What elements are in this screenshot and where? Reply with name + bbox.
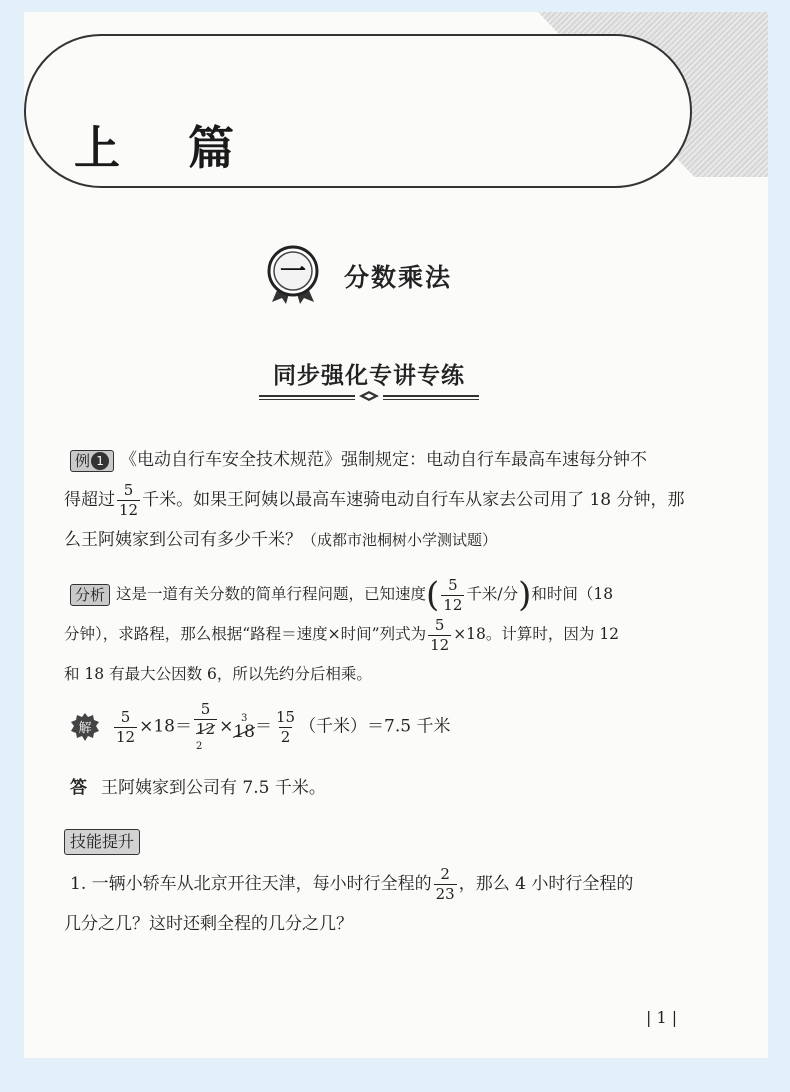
answer-label: 答: [70, 778, 87, 798]
numerator: 15: [275, 707, 296, 726]
numerator: 2: [440, 865, 450, 883]
denominator: 2: [280, 727, 291, 746]
times-18: ×18＝: [139, 716, 192, 737]
fraction: [117, 483, 140, 518]
numerator: 5: [200, 700, 211, 718]
solution-badge-icon: [70, 712, 100, 742]
analysis-text-1a: 这是一道有关分数的简单行程问题，已知速度: [116, 585, 427, 603]
equals-sign: ＝: [254, 716, 272, 737]
unit-title: 分数乘法: [344, 263, 453, 292]
denominator: 12: [195, 720, 216, 738]
example-text-2a: 得超过: [64, 490, 115, 510]
reduced-top: 3: [240, 712, 248, 724]
section-title: 上篇: [74, 121, 302, 175]
q1-text-c: 几分之几？这时还剩全程的几分之几？: [64, 914, 353, 934]
example-text-2b: 千米。如果王阿姨以最高车速骑电动自行车从家去公司用了 18 分钟，那: [142, 490, 685, 510]
eighteen: 18: [233, 721, 255, 742]
analysis-tag: 分析: [70, 584, 110, 606]
example-tag: [70, 450, 114, 472]
denominator: 12: [119, 501, 139, 519]
denominator: 12: [443, 595, 463, 614]
answer-text: 王阿姨家到公司有 7.5 千米。: [101, 778, 326, 798]
denominator: 12: [430, 635, 450, 654]
numerator: 5: [123, 481, 134, 499]
times-sign: ×: [219, 716, 234, 737]
page-number: | 1 |: [646, 1008, 678, 1027]
q1-text-a: 1. 一辆小轿车从北京开往天津，每小时行全程的: [70, 874, 432, 894]
reduced-bottom: 2: [195, 741, 203, 752]
answer: [64, 768, 704, 808]
example-source: （成都市池桐树小学测试题）: [302, 531, 498, 549]
cancelled-18: [233, 714, 255, 741]
unit-number: 一: [279, 257, 307, 287]
example-1: [64, 440, 704, 560]
denominator: 23: [435, 885, 455, 903]
denominator-wrap: [194, 719, 217, 752]
speed-unit: 千米/分: [466, 585, 519, 603]
paren-open: (: [426, 575, 440, 615]
diamond-ornament-icon: [359, 391, 379, 401]
banner-title: 同步强化专讲专练: [273, 363, 465, 389]
analysis-text-2a: 分钟），求路程，那么根据“路程＝速度×时间”列式为: [64, 625, 427, 643]
analysis: [64, 574, 704, 694]
solution: [64, 702, 704, 752]
solution-result: （千米）＝7.5 千米: [299, 716, 451, 737]
fraction: [428, 615, 451, 654]
example-text-3: 么王阿姨家到公司有多少千米？: [64, 530, 302, 550]
numerator: 5: [120, 707, 131, 726]
example-label: 例: [75, 451, 91, 470]
solution-label: 解: [78, 721, 92, 736]
banner-rule-left-thin: [259, 399, 355, 400]
banner-rule-right-thin: [383, 399, 479, 400]
fraction: [114, 707, 137, 746]
q1-text-b: ，那么 4 小时行全程的: [458, 874, 634, 894]
banner-rule-left: [259, 395, 355, 397]
fraction: [274, 707, 297, 746]
paren-close: ): [518, 575, 532, 615]
skill-question-1: [64, 864, 704, 944]
analysis-text-3: 和 18 有最大公因数 6，所以先约分后相乘。: [64, 665, 372, 683]
banner-rule-right: [383, 395, 479, 397]
practice-banner: [259, 357, 479, 409]
analysis-text-2b: ×18。计算时，因为 12: [453, 625, 620, 643]
example-text-1: 《电动自行车安全技术规范》强制规定：电动自行车最高车速每分钟不: [120, 450, 648, 470]
book-page: [24, 12, 768, 1058]
denominator: 12: [116, 727, 136, 746]
fraction-cancelled: [194, 702, 217, 752]
numerator: 5: [448, 575, 458, 594]
example-number: 1: [91, 452, 109, 470]
fraction: [434, 867, 457, 902]
unit-number-badge: [262, 244, 324, 306]
analysis-text-1b: 和时间（18: [531, 585, 614, 603]
numerator: 5: [434, 615, 445, 634]
fraction: [441, 575, 464, 614]
unit-heading: [262, 244, 562, 306]
skill-tag: 技能提升: [64, 829, 140, 855]
section-header-frame: [24, 34, 692, 188]
